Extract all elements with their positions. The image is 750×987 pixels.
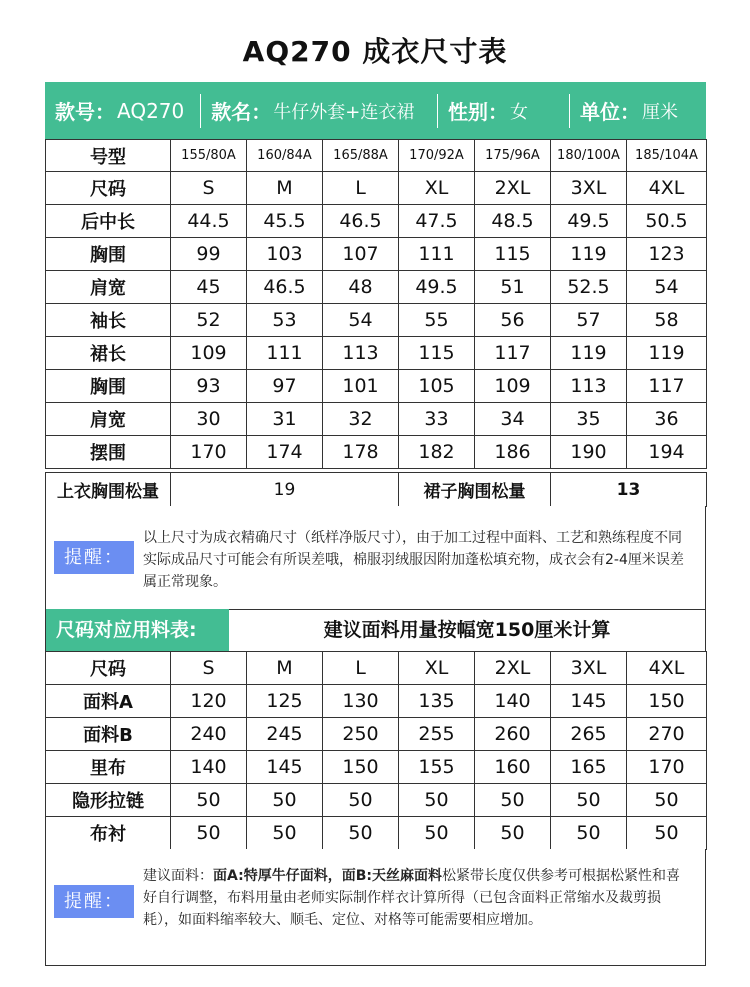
table-cell: 50 <box>247 784 323 817</box>
table-cell: 50 <box>171 784 247 817</box>
row-header: 摆围 <box>46 436 171 469</box>
gender <box>438 82 569 139</box>
fabric-title: 建议面料用量按幅宽150厘米计算 <box>323 619 611 641</box>
table-cell: 119 <box>551 337 627 370</box>
header-bar <box>45 82 706 139</box>
table-cell: 178 <box>323 436 399 469</box>
row-header: 肩宽 <box>46 403 171 436</box>
notice-box <box>45 506 706 610</box>
table-cell: 160 <box>475 751 551 784</box>
top-ease-value: 19 <box>171 473 399 507</box>
table-cell: 52.5 <box>551 271 627 304</box>
table-cell: 93 <box>171 370 247 403</box>
style-name <box>201 82 437 139</box>
notice-rest: 松紧带长度仅供参考可根据松紧性和喜好自行调整，布料用量由老师实际制作样衣计算所得（已包含面料正常缩水及裁剪损耗），如面料缩率较大、顺毛、定位、对格等可能需要相应增加。 <box>143 868 680 928</box>
table-cell: 50 <box>399 817 475 850</box>
table-cell: 2XL <box>475 652 551 685</box>
table-cell: 2XL <box>475 172 551 205</box>
table-cell: 250 <box>323 718 399 751</box>
table-row <box>46 473 707 507</box>
notice-text <box>143 865 693 931</box>
table-cell: 54 <box>323 304 399 337</box>
row-header: 里布 <box>46 751 171 784</box>
table-cell: 115 <box>399 337 475 370</box>
table-cell: 45.5 <box>247 205 323 238</box>
table-cell: 51 <box>475 271 551 304</box>
model-cell: 155/80A <box>171 140 247 172</box>
table-cell: 50 <box>171 817 247 850</box>
table-cell: 30 <box>171 403 247 436</box>
table-cell: 58 <box>627 304 707 337</box>
notice-box <box>45 849 706 966</box>
ease-table <box>45 472 707 507</box>
table-cell: 145 <box>551 685 627 718</box>
table-cell: 47.5 <box>399 205 475 238</box>
table-row <box>46 140 707 172</box>
table-cell: 54 <box>627 271 707 304</box>
row-header: 尺码 <box>46 172 171 205</box>
table-row <box>46 172 707 205</box>
table-cell: 46.5 <box>247 271 323 304</box>
table-cell: 260 <box>475 718 551 751</box>
top-ease-label: 上衣胸围松量 <box>46 473 171 507</box>
notice-tag: 提醒： <box>54 885 134 918</box>
skirt-ease-label: 裙子胸围松量 <box>399 473 551 507</box>
fabric-tag: 尺码对应用料表: <box>46 609 229 651</box>
unit-label: 单位： <box>580 100 641 124</box>
table-cell: 194 <box>627 436 707 469</box>
fabric-header <box>45 609 706 652</box>
table-cell: 4XL <box>627 172 707 205</box>
unit-value: 厘米 <box>642 101 679 123</box>
table-row <box>46 337 707 370</box>
table-cell: 33 <box>399 403 475 436</box>
table-cell: 123 <box>627 238 707 271</box>
table-cell: 105 <box>399 370 475 403</box>
table-cell: 50.5 <box>627 205 707 238</box>
table-cell: 55 <box>399 304 475 337</box>
row-header: 袖长 <box>46 304 171 337</box>
table-cell: 44.5 <box>171 205 247 238</box>
table-cell: 50 <box>247 817 323 850</box>
table-cell: 49.5 <box>399 271 475 304</box>
table-cell: 111 <box>399 238 475 271</box>
table-cell: 130 <box>323 685 399 718</box>
table-cell: 113 <box>323 337 399 370</box>
table-cell: 115 <box>475 238 551 271</box>
table-row <box>46 271 707 304</box>
table-cell: 36 <box>627 403 707 436</box>
model-cell: 180/100A <box>551 140 627 172</box>
size-table <box>45 139 707 469</box>
table-row <box>46 304 707 337</box>
table-cell: 265 <box>551 718 627 751</box>
table-cell: L <box>323 652 399 685</box>
model-cell: 175/96A <box>475 140 551 172</box>
table-cell: 174 <box>247 436 323 469</box>
table-row <box>46 751 707 784</box>
table-cell: 56 <box>475 304 551 337</box>
table-cell: 97 <box>247 370 323 403</box>
table-cell: 119 <box>627 337 707 370</box>
row-header: 胸围 <box>46 238 171 271</box>
row-header: 裙长 <box>46 337 171 370</box>
table-cell: 107 <box>323 238 399 271</box>
style-name-label: 款名： <box>211 100 272 124</box>
table-cell: 145 <box>247 751 323 784</box>
table-cell: 103 <box>247 238 323 271</box>
row-header: 尺码 <box>46 652 171 685</box>
table-cell: 111 <box>247 337 323 370</box>
table-cell: 170 <box>171 436 247 469</box>
table-cell: 150 <box>627 685 707 718</box>
table-cell: 3XL <box>551 172 627 205</box>
table-cell: 50 <box>323 784 399 817</box>
table-cell: 53 <box>247 304 323 337</box>
table-cell: 245 <box>247 718 323 751</box>
table-cell: 117 <box>627 370 707 403</box>
table-cell: 140 <box>475 685 551 718</box>
table-cell: XL <box>399 652 475 685</box>
row-header: 后中长 <box>46 205 171 238</box>
table-cell: 113 <box>551 370 627 403</box>
notice-text: 以上尺寸为成衣精确尺寸（纸样净版尺寸），由于加工过程中面料、工艺和熟练程度不同实际成品尺寸可能会有所误差哦，棉服羽绒服因附加蓬松填充物，成衣会有2-4厘米误差属正常现象。 <box>143 530 684 590</box>
page-title: AQ270 成衣尺寸表 <box>242 35 508 68</box>
style-no-value: AQ270 <box>117 98 185 123</box>
style-no-label: 款号： <box>55 100 115 124</box>
table-cell: 125 <box>247 685 323 718</box>
row-header: 号型 <box>46 140 171 172</box>
style-no <box>45 82 200 139</box>
table-cell: 50 <box>399 784 475 817</box>
row-header: 面料A <box>46 685 171 718</box>
table-cell: 57 <box>551 304 627 337</box>
table-cell: 150 <box>323 751 399 784</box>
table-cell: 50 <box>475 817 551 850</box>
table-cell: 190 <box>551 436 627 469</box>
table-cell: 186 <box>475 436 551 469</box>
table-row <box>46 370 707 403</box>
table-cell: 34 <box>475 403 551 436</box>
table-cell: 48.5 <box>475 205 551 238</box>
skirt-ease-value: 13 <box>551 473 707 507</box>
row-header: 面料B <box>46 718 171 751</box>
table-cell: 120 <box>171 685 247 718</box>
unit <box>570 82 706 139</box>
table-cell: 50 <box>475 784 551 817</box>
table-cell: 50 <box>323 817 399 850</box>
table-cell: 109 <box>171 337 247 370</box>
table-cell: XL <box>399 172 475 205</box>
row-header: 胸围 <box>46 370 171 403</box>
table-cell: 4XL <box>627 652 707 685</box>
table-row <box>46 784 707 817</box>
model-cell: 160/84A <box>247 140 323 172</box>
table-cell: 119 <box>551 238 627 271</box>
notice-fabric-spec: 面A:特厚牛仔面料，面B:天丝麻面料 <box>213 868 442 884</box>
table-cell: 48 <box>323 271 399 304</box>
table-row <box>46 238 707 271</box>
table-row <box>46 205 707 238</box>
table-cell: 52 <box>171 304 247 337</box>
table-cell: 135 <box>399 685 475 718</box>
row-header: 肩宽 <box>46 271 171 304</box>
table-row <box>46 403 707 436</box>
table-row <box>46 685 707 718</box>
table-cell: 101 <box>323 370 399 403</box>
table-cell: M <box>247 652 323 685</box>
table-cell: 140 <box>171 751 247 784</box>
table-row <box>46 718 707 751</box>
table-cell: 240 <box>171 718 247 751</box>
table-row <box>46 652 707 685</box>
table-cell: 46.5 <box>323 205 399 238</box>
notice-tag: 提醒： <box>54 541 134 574</box>
table-cell: 165 <box>551 751 627 784</box>
table-row <box>46 436 707 469</box>
table-cell: 50 <box>551 817 627 850</box>
table-cell: 117 <box>475 337 551 370</box>
table-cell: 3XL <box>551 652 627 685</box>
row-header: 隐形拉链 <box>46 784 171 817</box>
table-cell: L <box>323 172 399 205</box>
row-header: 布衬 <box>46 817 171 850</box>
notice-intro: 建议面料： <box>143 868 213 884</box>
table-cell: 35 <box>551 403 627 436</box>
table-cell: 255 <box>399 718 475 751</box>
table-cell: 270 <box>627 718 707 751</box>
style-name-value: 牛仔外套+连衣裙 <box>273 101 415 123</box>
table-cell: 155 <box>399 751 475 784</box>
table-cell: S <box>171 652 247 685</box>
table-cell: 49.5 <box>551 205 627 238</box>
table-cell: S <box>171 172 247 205</box>
table-cell: 109 <box>475 370 551 403</box>
fabric-table <box>45 651 707 850</box>
gender-label: 性别： <box>447 100 508 124</box>
table-cell: 99 <box>171 238 247 271</box>
table-cell: 50 <box>551 784 627 817</box>
table-cell: 32 <box>323 403 399 436</box>
gender-value: 女 <box>509 101 528 123</box>
table-cell: 31 <box>247 403 323 436</box>
table-row <box>46 817 707 850</box>
table-cell: 182 <box>399 436 475 469</box>
model-cell: 185/104A <box>627 140 707 172</box>
table-cell: 50 <box>627 784 707 817</box>
model-cell: 165/88A <box>323 140 399 172</box>
table-cell: M <box>247 172 323 205</box>
model-cell: 170/92A <box>399 140 475 172</box>
table-cell: 170 <box>627 751 707 784</box>
table-cell: 45 <box>171 271 247 304</box>
table-cell: 50 <box>627 817 707 850</box>
